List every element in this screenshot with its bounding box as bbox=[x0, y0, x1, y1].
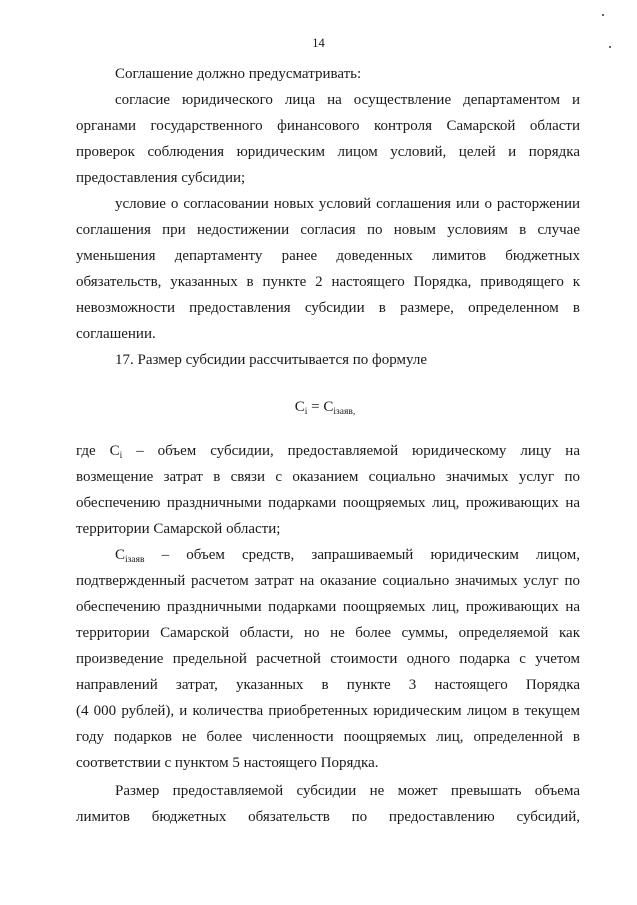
page-number: 14 bbox=[312, 36, 325, 50]
symbol-subscript: iзаяв bbox=[125, 555, 145, 565]
paragraph-line: территории Самарской области, но не более суммы, определяемой как bbox=[76, 625, 580, 641]
paragraph-line: условие о согласовании новых условий соглашения или о расторжении bbox=[115, 196, 580, 212]
paragraph-line: лимитов бюджетных обязательств по предоставлению субсидий, bbox=[76, 809, 580, 825]
paragraph-line: направлений затрат, указанных в пункте 3 настоящего Порядка bbox=[76, 677, 580, 693]
paragraph-line: обеспечению праздничными подарками поощряемых лиц, проживающих на bbox=[76, 495, 580, 511]
formula-lhs: C bbox=[294, 399, 305, 415]
formula-rhs-subscript: iзаяв, bbox=[333, 407, 356, 417]
paragraph-line: согласие юридического лица на осуществление департаментом и bbox=[115, 92, 580, 108]
paragraph-line: соглашении. bbox=[76, 326, 156, 342]
paragraph-line: соглашения при недостижении согласия по новым условиям в случае bbox=[76, 222, 580, 238]
paragraph-line: возмещение затрат в связи с оказанием социально значимых услуг по bbox=[76, 469, 580, 485]
paragraph-line: произведение предельной расчетной стоимости одного подарка с учетом bbox=[76, 651, 580, 667]
paragraph-line: году подарков не более численности поощряемых лиц, определенной в bbox=[76, 729, 580, 745]
paragraph-line bbox=[115, 544, 580, 566]
paragraph-line: Размер предоставляемой субсидии не может превышать объема bbox=[115, 783, 580, 799]
formula bbox=[0, 396, 637, 423]
paragraph-line: обязательств, указанных в пункте 2 настоящего Порядка, приводящего к bbox=[76, 274, 580, 290]
formula-lhs-subscript: i bbox=[304, 407, 308, 417]
formula-equals: = bbox=[307, 399, 324, 415]
paragraph-line bbox=[76, 440, 580, 462]
paragraph-line: 17. Размер субсидии рассчитывается по формуле bbox=[115, 352, 427, 368]
symbol-subscript: i bbox=[119, 451, 123, 461]
line-text: – объем средств, запрашиваемый юридическим лицом, bbox=[144, 547, 580, 563]
paragraph-line: обеспечению праздничными подарками поощряемых лиц, проживающих на bbox=[76, 599, 580, 615]
symbol-c: C bbox=[115, 547, 126, 563]
scan-dot bbox=[602, 14, 604, 16]
paragraph-line: территории Самарской области; bbox=[76, 521, 281, 537]
paragraph-line: органами государственного финансового контроля Самарской области bbox=[76, 118, 580, 134]
paragraph-line: Соглашение должно предусматривать: bbox=[115, 66, 362, 82]
line-text: – объем субсидии, предоставляемой юридическому лицу на bbox=[122, 443, 580, 459]
paragraph-line: проверок соблюдения юридическим лицом условий, целей и порядка bbox=[76, 144, 580, 160]
paragraph-line: подтвержденный расчетом затрат на оказание социально значимых услуг по bbox=[76, 573, 580, 589]
symbol-c: где C bbox=[76, 443, 120, 459]
paragraph-line: соответствии с пунктом 5 настоящего Порядка. bbox=[76, 755, 379, 771]
formula-rhs: C bbox=[323, 399, 334, 415]
paragraph-line: невозможности предоставления субсидии в размере, определенном в bbox=[76, 300, 580, 316]
paragraph-line: уменьшения департаменту ранее доведенных лимитов бюджетных bbox=[76, 248, 580, 264]
paragraph-line: предоставления субсидии; bbox=[76, 170, 246, 186]
paragraph-line: (4 000 рублей), и количества приобретенных юридическим лицом в текущем bbox=[76, 703, 580, 719]
